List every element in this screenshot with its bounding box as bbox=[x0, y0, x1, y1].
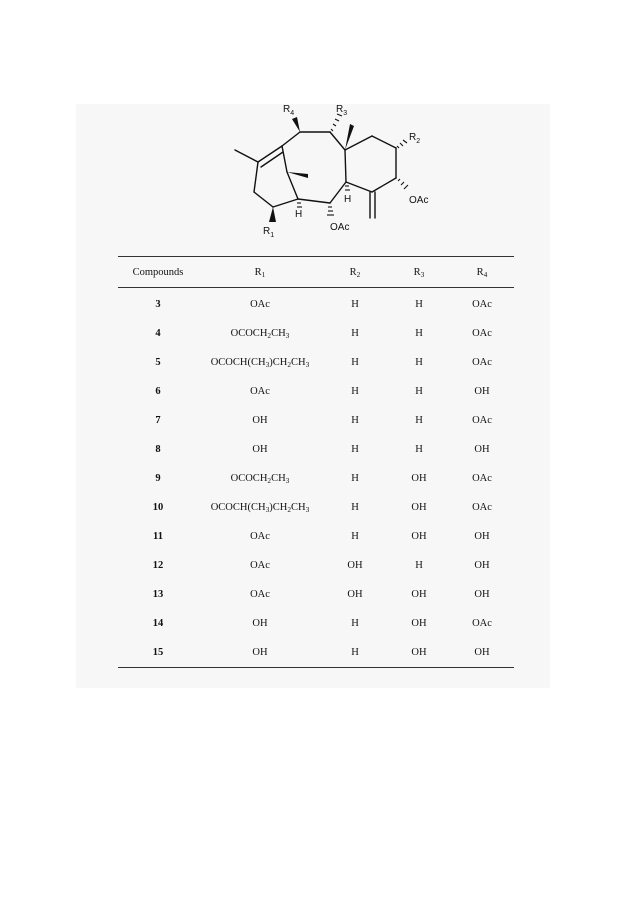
label-oac-bottom: OAc bbox=[330, 222, 350, 233]
cell-r1: OH bbox=[198, 638, 322, 668]
cell-r1: $OCOCH(CH_3)CH_2CH_3$ bbox=[210, 357, 310, 369]
cell-r4: OH bbox=[474, 589, 490, 600]
cell-r2: H bbox=[351, 473, 359, 484]
header-compounds: Compounds bbox=[118, 257, 198, 288]
cell-r1: OAc bbox=[250, 560, 270, 571]
cell-r1: OH bbox=[252, 415, 268, 426]
cell-r2: H bbox=[322, 638, 388, 668]
cell-r2: H bbox=[351, 415, 359, 426]
cell-r2: H bbox=[351, 357, 359, 368]
structure-bonds bbox=[235, 132, 396, 218]
cell-r1: OAc bbox=[250, 299, 270, 310]
header-r1: $R_1$ bbox=[198, 257, 322, 288]
header-r2: $R_2$ bbox=[322, 257, 388, 288]
table-row bbox=[118, 406, 514, 435]
table-row bbox=[118, 551, 514, 580]
cell-r4: OAc bbox=[472, 502, 492, 513]
cell-r2: H bbox=[351, 444, 359, 455]
cell-r4: OH bbox=[474, 386, 490, 397]
compound-id: 10 bbox=[152, 502, 164, 513]
cell-r4: OAc bbox=[472, 618, 492, 629]
cell-r1: OAc bbox=[250, 589, 270, 600]
compound-id: 6 bbox=[155, 386, 161, 397]
cell-r3: H bbox=[415, 299, 423, 310]
cell-r4: OAc bbox=[472, 415, 492, 426]
compound-id: 3 bbox=[155, 299, 161, 310]
cell-r4: OAc bbox=[472, 357, 492, 368]
compound-id: 11 bbox=[153, 531, 163, 542]
cell-r2: H bbox=[351, 531, 359, 542]
wedge-bonds bbox=[269, 117, 354, 222]
table-row bbox=[118, 464, 514, 493]
chemical-structure bbox=[0, 0, 624, 250]
cell-r3: OH bbox=[411, 589, 427, 600]
cell-r4: OH bbox=[450, 638, 514, 668]
cell-r3: OH bbox=[411, 618, 427, 629]
compound-id: 13 bbox=[152, 589, 164, 600]
compound-id: 14 bbox=[152, 618, 164, 629]
cell-r2: H bbox=[351, 299, 359, 310]
cell-r1: OAc bbox=[250, 531, 270, 542]
cell-r4: OAc bbox=[472, 328, 492, 339]
cell-r2: H bbox=[351, 328, 359, 339]
compound-id: 4 bbox=[155, 328, 161, 339]
cell-r1: OAc bbox=[250, 386, 270, 397]
label-r3: $R_3$ bbox=[336, 104, 348, 117]
label-h-right: H bbox=[344, 194, 352, 205]
header-r3: $R_3$ bbox=[388, 257, 450, 288]
cell-r3: OH bbox=[388, 638, 450, 668]
label-h-left: H bbox=[295, 209, 303, 220]
compounds-table bbox=[118, 256, 514, 668]
cell-r3: H bbox=[415, 357, 423, 368]
compound-id: 8 bbox=[155, 444, 161, 455]
header-r4: $R_4$ bbox=[450, 257, 514, 288]
cell-r1: $OCOCH_2CH_3$ bbox=[230, 473, 290, 485]
table-row bbox=[118, 377, 514, 406]
cell-r2: H bbox=[351, 386, 359, 397]
table-row bbox=[118, 493, 514, 522]
cell-r2: OH bbox=[347, 560, 363, 571]
label-r2: $R_2$ bbox=[409, 132, 421, 145]
table-body bbox=[118, 288, 514, 668]
compound-id: 9 bbox=[155, 473, 161, 484]
cell-r2: H bbox=[351, 502, 359, 513]
label-r1: $R_1$ bbox=[263, 226, 275, 239]
cell-r4: OH bbox=[474, 531, 490, 542]
table-row bbox=[118, 348, 514, 377]
cell-r3: OH bbox=[411, 502, 427, 513]
table-header-row bbox=[118, 257, 514, 288]
compound-id: 7 bbox=[155, 415, 161, 426]
compound-id: 15 bbox=[118, 638, 198, 668]
table-row bbox=[118, 288, 514, 320]
cell-r3: H bbox=[415, 444, 423, 455]
label-r4: $R_4$ bbox=[283, 104, 295, 117]
cell-r3: H bbox=[415, 560, 423, 571]
cell-r3: OH bbox=[411, 531, 427, 542]
table-row bbox=[118, 435, 514, 464]
label-oac-right: OAc bbox=[409, 195, 429, 206]
table-row bbox=[118, 580, 514, 609]
cell-r3: OH bbox=[411, 473, 427, 484]
cell-r4: OH bbox=[474, 444, 490, 455]
cell-r2: OH bbox=[347, 589, 363, 600]
compound-id: 12 bbox=[152, 560, 164, 571]
cell-r3: H bbox=[415, 386, 423, 397]
table-row bbox=[118, 319, 514, 348]
table-row bbox=[118, 609, 514, 638]
table-row bbox=[118, 638, 514, 668]
cell-r1: $OCOCH_2CH_3$ bbox=[230, 328, 290, 340]
cell-r1: $OCOCH(CH_3)CH_2CH_3$ bbox=[210, 502, 310, 514]
cell-r4: OAc bbox=[472, 299, 492, 310]
table-row bbox=[118, 522, 514, 551]
cell-r4: OH bbox=[474, 560, 490, 571]
cell-r1: OH bbox=[252, 618, 268, 629]
cell-r4: OAc bbox=[472, 473, 492, 484]
cell-r3: H bbox=[415, 415, 423, 426]
cell-r2: H bbox=[351, 618, 359, 629]
cell-r1: OH bbox=[252, 444, 268, 455]
cell-r3: H bbox=[415, 328, 423, 339]
compound-id: 5 bbox=[155, 357, 161, 368]
